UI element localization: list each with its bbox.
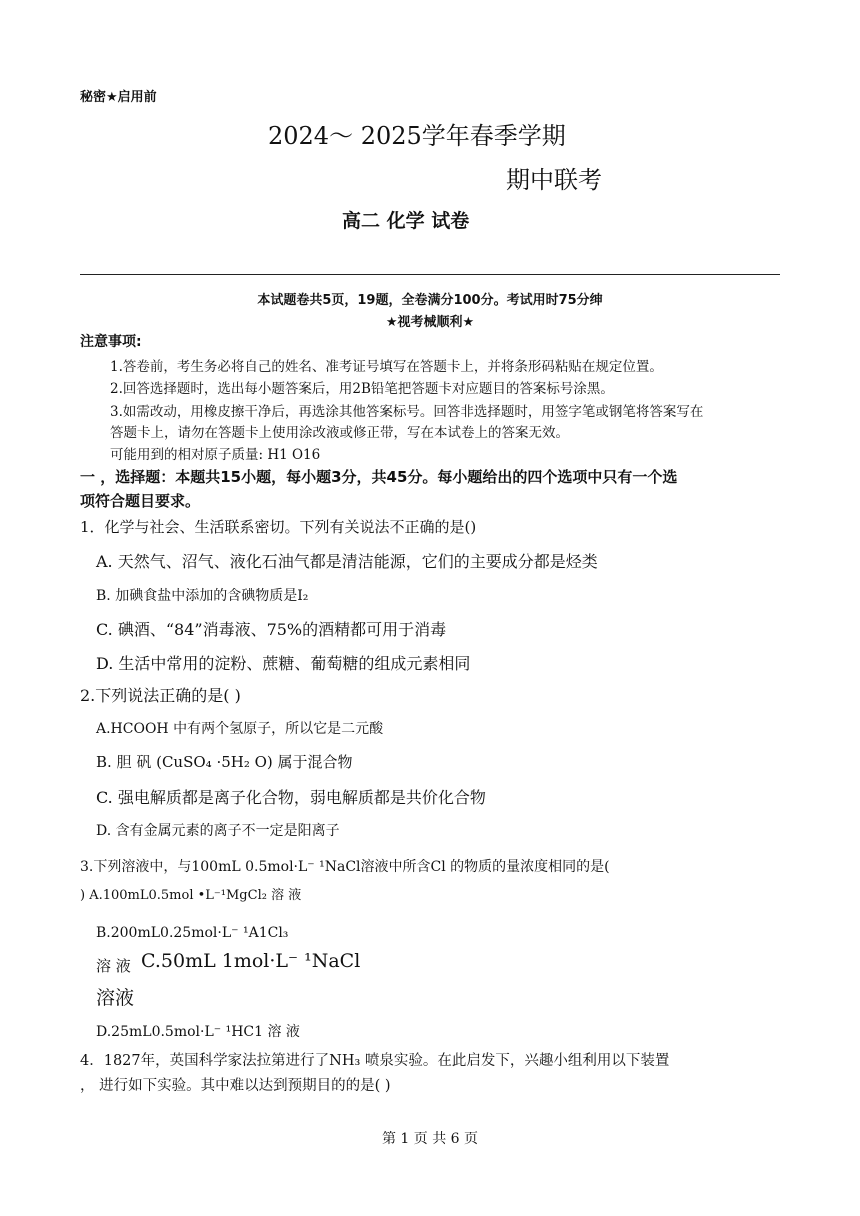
question-1-option-a: A. 天然气、沼气、液化石油气都是清洁能源，它们的主要成分都是烃类 xyxy=(96,552,598,571)
notes-title: 注意事项: xyxy=(80,334,142,350)
info-line-2: ★视考械顺利★ xyxy=(385,315,475,330)
question-3-option-c: C.50mL 1mol·L⁻ ¹NaCl xyxy=(141,950,361,972)
question-2-option-b: B. 胆 矾 (CuSO₄ ·5H₂ O) 属于混合物 xyxy=(96,753,353,771)
question-3-option-b: B.200mL0.25mol·L⁻ ¹A1Cl₃ xyxy=(96,925,289,941)
subject-title: 高二 化学 试卷 xyxy=(342,210,470,232)
note-item: 可能用到的相对原子质量: H1 O16 xyxy=(110,447,321,463)
question-3-c-prefix: 溶 液 xyxy=(96,957,131,975)
page-footer: 第 1 页 共 6 页 xyxy=(381,1131,479,1147)
section-heading-line1: 一 ，选择题：本题共15小题，每小题3分，共45分。每小题给出的四个选项中只有一个选 xyxy=(80,468,678,486)
question-4-line1: 4．1827年，英国科学家法拉第进行了NH₃ 喷泉实验。在此启发下，兴趣小组利用以下装置 xyxy=(80,1053,670,1069)
info-line-1: 本试题卷共5页，19题，全卷满分100分。考试用时75分绅 xyxy=(257,293,603,308)
year-title: 2024～ 2025学年春季学期 xyxy=(268,122,566,150)
question-2-option-d: D. 含有金属元素的离子不一定是阳离子 xyxy=(96,823,340,839)
note-item: 2.回答选择题时，选出每小题答案后，用2B铅笔把答题卡对应题目的答案标号涂黑。 xyxy=(110,381,614,397)
question-1-option-c: C. 碘酒、“84”消毒液、75%的酒精都可用于消毒 xyxy=(96,620,447,639)
header-divider xyxy=(80,274,780,275)
exam-title: 期中联考 xyxy=(506,166,602,194)
note-item: 3.如需改动，用橡皮擦干净后，再选涂其他答案标号。回答非选择题时，用签字笔或钢笔将答案写在 xyxy=(110,404,704,420)
question-3-stem: 3.下列溶液中，与100mL 0.5mol·L⁻ ¹NaCl溶液中所含Cl 的物质的量浓度相同的是( xyxy=(80,859,610,875)
question-3-line2: ) A.100mL0.5mol •L⁻¹MgCl₂ 溶 液 xyxy=(80,888,302,903)
question-1-option-b: B. 加碘食盐中添加的含碘物质是I₂ xyxy=(96,588,309,604)
question-2-option-a: A.HCOOH 中有两个氢原子，所以它是二元酸 xyxy=(96,721,384,737)
question-1-stem: 1．化学与社会、生活联系密切。下列有关说法不正确的是() xyxy=(80,518,477,536)
secret-mark: 秘密★启用前 xyxy=(80,90,157,105)
question-3-option-d: D.25mL0.5mol·L⁻ ¹HC1 溶 液 xyxy=(96,1024,300,1040)
question-2-option-c: C. 强电解质都是离子化合物，弱电解质都是共价化合物 xyxy=(96,788,486,807)
question-2-stem: 2.下列说法正确的是( ) xyxy=(80,686,241,705)
note-item: 答题卡上，请勿在答题卡上使用涂改液或修正带，写在本试卷上的答案无效。 xyxy=(110,425,569,441)
question-3-c-suffix: 溶液 xyxy=(96,987,135,1009)
section-heading-line2: 项符合题目要求。 xyxy=(80,492,201,510)
question-4-line2: ， 进行如下实验。其中难以达到预期目的的是( ) xyxy=(80,1078,391,1094)
note-item: 1.答卷前，考生务必将自己的姓名、准考证号填写在答题卡上，并将条形码粘贴在规定位置。 xyxy=(110,359,663,375)
question-1-option-d: D. 生活中常用的淀粉、蔗糖、葡萄糖的组成元素相同 xyxy=(96,654,471,673)
